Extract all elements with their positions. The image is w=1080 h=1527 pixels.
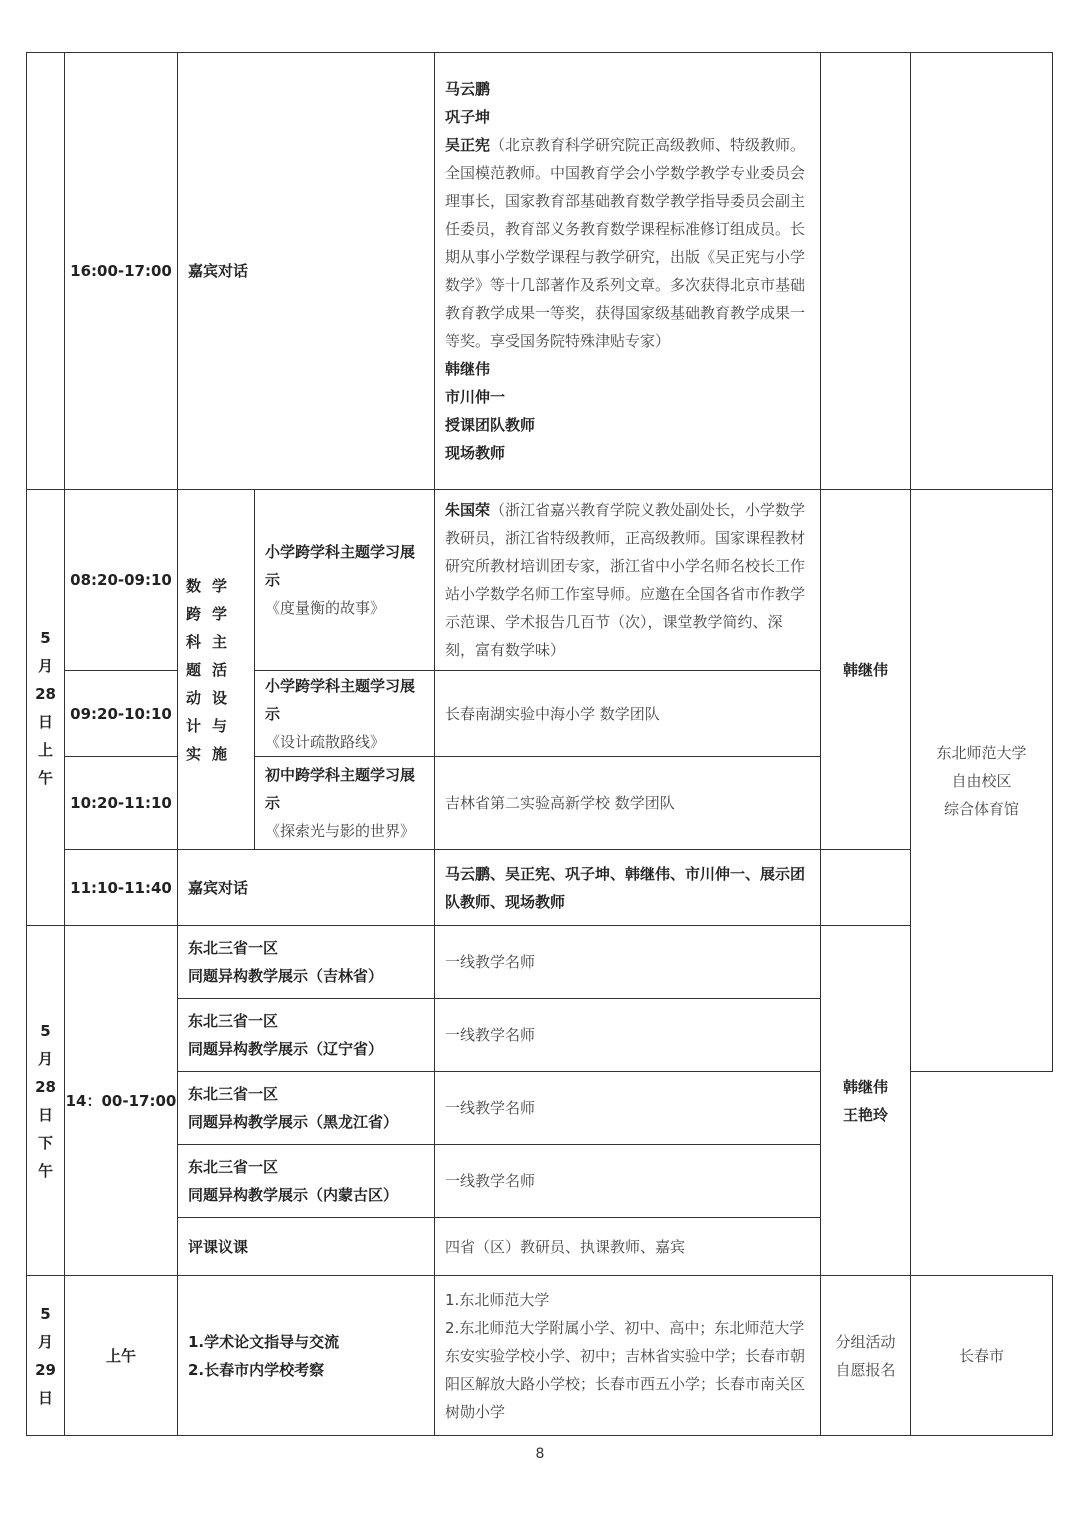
session-piece: 《度量衡的故事》 [265,599,386,617]
presenter-cell: 四省（区）教研员、执课教师、嘉宾 [435,1218,821,1276]
page-number: 8 [535,1446,545,1462]
presenter-cell: 一线教学名师 [435,926,821,999]
venue-cell-empty [911,53,1053,490]
date-cell: 5 月 28 日 下 午 [27,926,65,1276]
time-cell: 11:10-11:40 [65,850,178,926]
time-cell: 10:20-11:10 [65,757,178,850]
schedule-table [26,52,1053,1436]
activity-cell: 嘉宾对话 [178,53,435,490]
presenter-cell: 一线教学名师 [435,1145,821,1218]
activity-cell: 1.学术论文指导与交流 2.长春市内学校考察 [178,1276,435,1436]
places-cell: 1.东北师范大学 2.东北师范大学附属小学、初中、高中；东北师范大学东安实验学校小学、初中；吉林省实验中学；长春市朝阳区解放大路小学校；长春市西五小学；长春市南关区树勋小学 [435,1276,821,1436]
session-cell [255,757,435,850]
speaker-list: 马云鹏、吴正宪、巩子坤、韩继伟、市川伸一、展示团队教师、现场教师 [445,864,806,911]
date-cell: 5 月 28 日 上 午 [27,490,65,926]
speaker-bio: （北京教育科学研究院正高级教师、特级教师。全国模范教师。中国教育学会小学数学教学专业委员会理事长，国家教育部基础教育数学教学指导委员会副主任委员，教育部义务教育数学课程标准修订组成员。长期从事小学数学课程与教学研究，出版《吴正宪与小学数学》等十几部著作及系列文章。多次获得北京市基础教育教学成果一等奖，获得国家级基础教育教学成果一等奖。享受国务院特殊津贴专家） [445,136,806,350]
session-title: 初中跨学科主题学习展示 [265,766,416,812]
session-title: 小学跨学科主题学习展示 [265,543,416,589]
table-row [27,53,1053,490]
table-row [27,1276,1053,1436]
activity-cell: 嘉宾对话 [178,850,435,926]
time-cell: 14：00-17:00 [65,926,178,1276]
session-title: 小学跨学科主题学习展示 [265,676,416,723]
table-row [27,490,1053,671]
speaker-bio: （浙江省嘉兴教育学院义教处副处长，小学数学教研员，浙江省特级教师，正高级教师。国家课程教材研究所教材培训团专家，浙江省中小学名师名校长工作站小学数学名师工作室导师。应邀在全国各省市作教学示范课、学术报告几百节（次），课堂教学简约、深刻，富有数学味） [445,501,806,659]
host-cell: 韩继伟 [821,490,911,850]
session-cell [255,671,435,757]
host-cell: 韩继伟 王艳玲 [821,926,911,1276]
host-cell-empty [821,53,911,490]
table-row [27,926,1053,999]
presenter-cell: 长春南湖实验中海小学 数学团队 [435,671,821,757]
theme-cell: 数学跨学科主题活动设计与实施 [178,490,255,850]
time-cell: 08:20-09:10 [65,490,178,671]
host-cell-empty [821,850,911,926]
presenter-cell: 一线教学名师 [435,999,821,1072]
session-piece: 《设计疏散路线》 [265,732,386,751]
host-cell: 分组活动 自愿报名 [821,1276,911,1436]
speaker-name: 授课团队教师 [445,416,536,434]
speaker-entry [445,131,810,355]
activity-cell: 东北三省一区 同题异构教学展示（吉林省） [178,926,435,999]
speakers-cell [435,850,821,926]
speaker-name: 巩子坤 [445,108,491,126]
speaker-name: 马云鹏 [445,80,491,98]
activity-cell: 东北三省一区 同题异构教学展示（辽宁省） [178,999,435,1072]
time-cell: 16:00-17:00 [65,53,178,490]
session-cell [255,490,435,671]
presenter-cell: 吉林省第二实验高新学校 数学团队 [435,757,821,850]
time-cell: 09:20-10:10 [65,671,178,757]
speaker-entry [445,496,810,664]
session-piece: 《探索光与影的世界》 [265,822,416,840]
venue-cell: 东北师范大学 自由校区 综合体育馆 [911,490,1053,1072]
time-cell: 上午 [65,1276,178,1436]
table-row [27,850,1053,926]
speaker-name: 朱国荣 [445,501,491,519]
speaker-name: 韩继伟 [445,360,491,378]
speaker-name: 吴正宪 [445,136,491,154]
presenter-cell: 一线教学名师 [435,1072,821,1145]
speakers-cell [435,53,821,490]
speakers-cell [435,490,821,671]
venue-cell: 长春市 [911,1276,1053,1436]
speaker-name: 市川伸一 [445,388,506,406]
activity-cell: 东北三省一区 同题异构教学展示（内蒙古区） [178,1145,435,1218]
date-cell: 5 月 29 日 [27,1276,65,1436]
activity-cell: 东北三省一区 同题异构教学展示（黑龙江省） [178,1072,435,1145]
activity-cell: 评课议课 [178,1218,435,1276]
date-cell-empty [27,53,65,490]
speaker-name: 现场教师 [445,444,506,462]
